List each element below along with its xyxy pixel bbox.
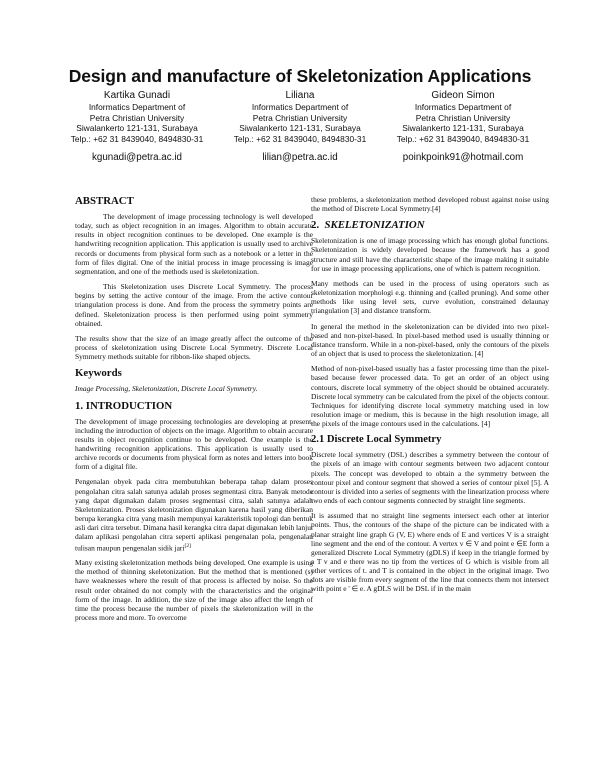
abstract-heading: ABSTRACT	[75, 195, 134, 207]
section-heading-skeletonization	[311, 219, 549, 231]
left-column	[75, 195, 313, 628]
body-paragraph: In general the method in the skeletonization can be divided into two pixel-based and non-pixel-based. In pixel-based method used is usually thinning or distance transform. While in a non-pixel-based, only the contours of the pixels of an object that is used to process the skeletonization. [4]	[311, 321, 549, 359]
body-paragraph: these problems, a skeletonization method developed robust against noise using the method of Discrete Local Symmetry.[4]	[311, 195, 549, 214]
author-block	[42, 90, 232, 164]
author-university: Petra Christian University	[415, 112, 511, 123]
body-paragraph: Skeletonization is one of image processing which has enough global functions. Skeletonization is widely developed because the framework has a good structure and still have the characteristic shape of the image making it suitable for use in image processing applications, one of which is pattern recognition.	[311, 236, 549, 273]
intro-paragraph: The development of image processing technologies are developing at present, including the introduction of objects on the image. Algorithm to obtain accurate results in object recognition continue to be developed. One example is the handwriting recognition applications. This application is usually used to archive records or documents from physical form as notes and letters into book form of a digital file.	[75, 416, 313, 472]
body-paragraph: It is assumed that no straight line segments intersect each other at interior points. Thus, the contours of the shape of the picture can be indicated with a planar straight line graph G (V, E) where ends of E and vertices V is a straight line segment and the end of the contour. A vertex v ∈ V and point e ∈E form a generalized Discrete Local Symmetry (gDLS) if keep in the triangle formed by a T v and e there was no tip from the vertices of G which is visible from all other vertices of t. and T is contained in the object in the original image. Two dots are visible from every segment of the line that connects them not intersect with point e ' ∈ e. A gDLS will be DSL if in the main	[311, 511, 549, 594]
subsection-heading-dls: 2.1 Discrete Local Symmetry	[311, 434, 442, 446]
abstract-paragraph: This Skeletonization uses Discrete Local Symmetry. The process begins by setting the active contour of the image. From the active contour triangulation process is done. And from the process the symmetry points are defined. Skeletonization process is then performed using point symmetry obtained.	[75, 282, 313, 328]
keywords-heading: Keywords	[75, 367, 122, 380]
author-block	[368, 90, 558, 164]
author-address: Siwalankerto 121-131, Surabaya	[402, 123, 524, 134]
author-email[interactable]: poinkpoink91@hotmail.com	[402, 152, 524, 164]
right-column	[311, 195, 549, 600]
author-email[interactable]: lilian@petra.ac.id	[262, 152, 338, 164]
author-email[interactable]: kgunadi@petra.ac.id	[91, 152, 182, 164]
intro-paragraph-text: Pengenalan obyek pada citra membutuhkan beberapa tahap dalam proses pengolahan citra salah satunya adalah proses segmentasi citra. Banyak metode yang dapat digunakan dalam proses segmentasi citra, salah satunya adalah Skeletonization. Proses skeletonization digunakan karena hasil yang diberikan berupa kerangka citra yang masih mempunyai karakteristik topologi dan bentuk asli dari citra tersebut. Dimana hasil kerangka citra dapat digunakan lebih lanjut dalam aplikasi pengolahan citra seperti aplikasi pengenalan pola, pengenalan tulisan maupun pengenalan sidik jari	[75, 477, 313, 553]
paper-title: Design and manufacture of Skeletonization Applications	[68, 66, 532, 86]
body-paragraph: Discrete local symmetry (DSL) describes a symmetry between the contour of the pixels of an image with contour segments between two adjacent contour pixels. The concept was developed to obtain a the symmetry between the contour pixel and contour segment that showed a series of contour pixel [5]. A contour is divided into a series of segments with the linearization process where two ends of each contour segments connected by straight line segments.	[311, 450, 549, 506]
citation-ref: [2]	[184, 542, 191, 549]
author-department: Informatics Department of	[88, 102, 186, 112]
section-heading-introduction: 1. INTRODUCTION	[75, 399, 173, 412]
abstract-paragraph: The results show that the size of an image greatly affect the outcome of the process of skeletonization using Discrete Local Symmetry. Discrete Local Symmetry methods suitable for ribbon-like shaped objects.	[75, 333, 313, 362]
author-phone: Telp.: +62 31 8439040, 8494830-31	[233, 133, 367, 144]
intro-paragraph	[75, 477, 313, 552]
intro-paragraph: Many existing skeletonization methods being developed. One example is using the method of thinning skeletonization. But the method that is mentioned (s) have weaknesses where the result of that process is affected by noise. So the result order obtained do not comply with the characteristics and the original form of the image. In addition, the size of the image also affect the length of time the process because the number of pixels the skeletonization will in the process more and more. To overcome	[75, 558, 313, 623]
author-name: Kartika Gunadi	[103, 90, 171, 101]
author-department: Informatics Department of	[414, 102, 512, 112]
body-paragraph: Method of non-pixel-based usually has a faster processing time than the pixel-based because fewer processed data. To get an order of an object using contours, discrete local symmetry of the object should be obtained accurately. Discrete local symmetry can be calculated from the pixel of the objects contour. Techniques for identifying discrete local symmetry matching used in low resolution image or medium, this is because in the high resolution image, all the pixels of the image contours used in the calculations. [4]	[311, 364, 549, 429]
author-block	[205, 90, 395, 164]
author-address: Siwalankerto 121-131, Surabaya	[76, 123, 198, 134]
author-phone: Telp.: +62 31 8439040, 8494830-31	[70, 133, 204, 144]
section-title: SKELETONIZATION	[324, 219, 425, 232]
abstract-paragraph: The development of image processing technology is well developed today, such as object recognition in an images. Algorithm to obtain accurate results in object recognition continues to be developed. One example is the handwriting recognition application. This application is usually used to archive records or documents from physical form such as a notebook or a letter in the form of files digital. One of the initial process in image processing is image segmentation, and one of the methods used is skeletonization.	[75, 212, 313, 276]
body-paragraph: Many methods can be used in the process of using operators such as skeletonization morphologi e.g. thinning and (called pruning). And some other methods like using level sets, curve evolution, constrained delaunay triangulation [3] and distance transform.	[311, 278, 549, 316]
author-department: Informatics Department of	[251, 102, 349, 112]
section-number: 2.	[311, 219, 320, 232]
author-university: Petra Christian University	[252, 112, 348, 123]
author-name: Liliana	[285, 90, 315, 101]
keywords-text: Image Processing, Skeletonization, Discrete Local Symmetry.	[75, 384, 258, 394]
author-address: Siwalankerto 121-131, Surabaya	[239, 123, 361, 134]
author-name: Gideon Simon	[431, 90, 495, 101]
author-university: Petra Christian University	[89, 112, 185, 123]
author-phone: Telp.: +62 31 8439040, 8494830-31	[396, 133, 530, 144]
